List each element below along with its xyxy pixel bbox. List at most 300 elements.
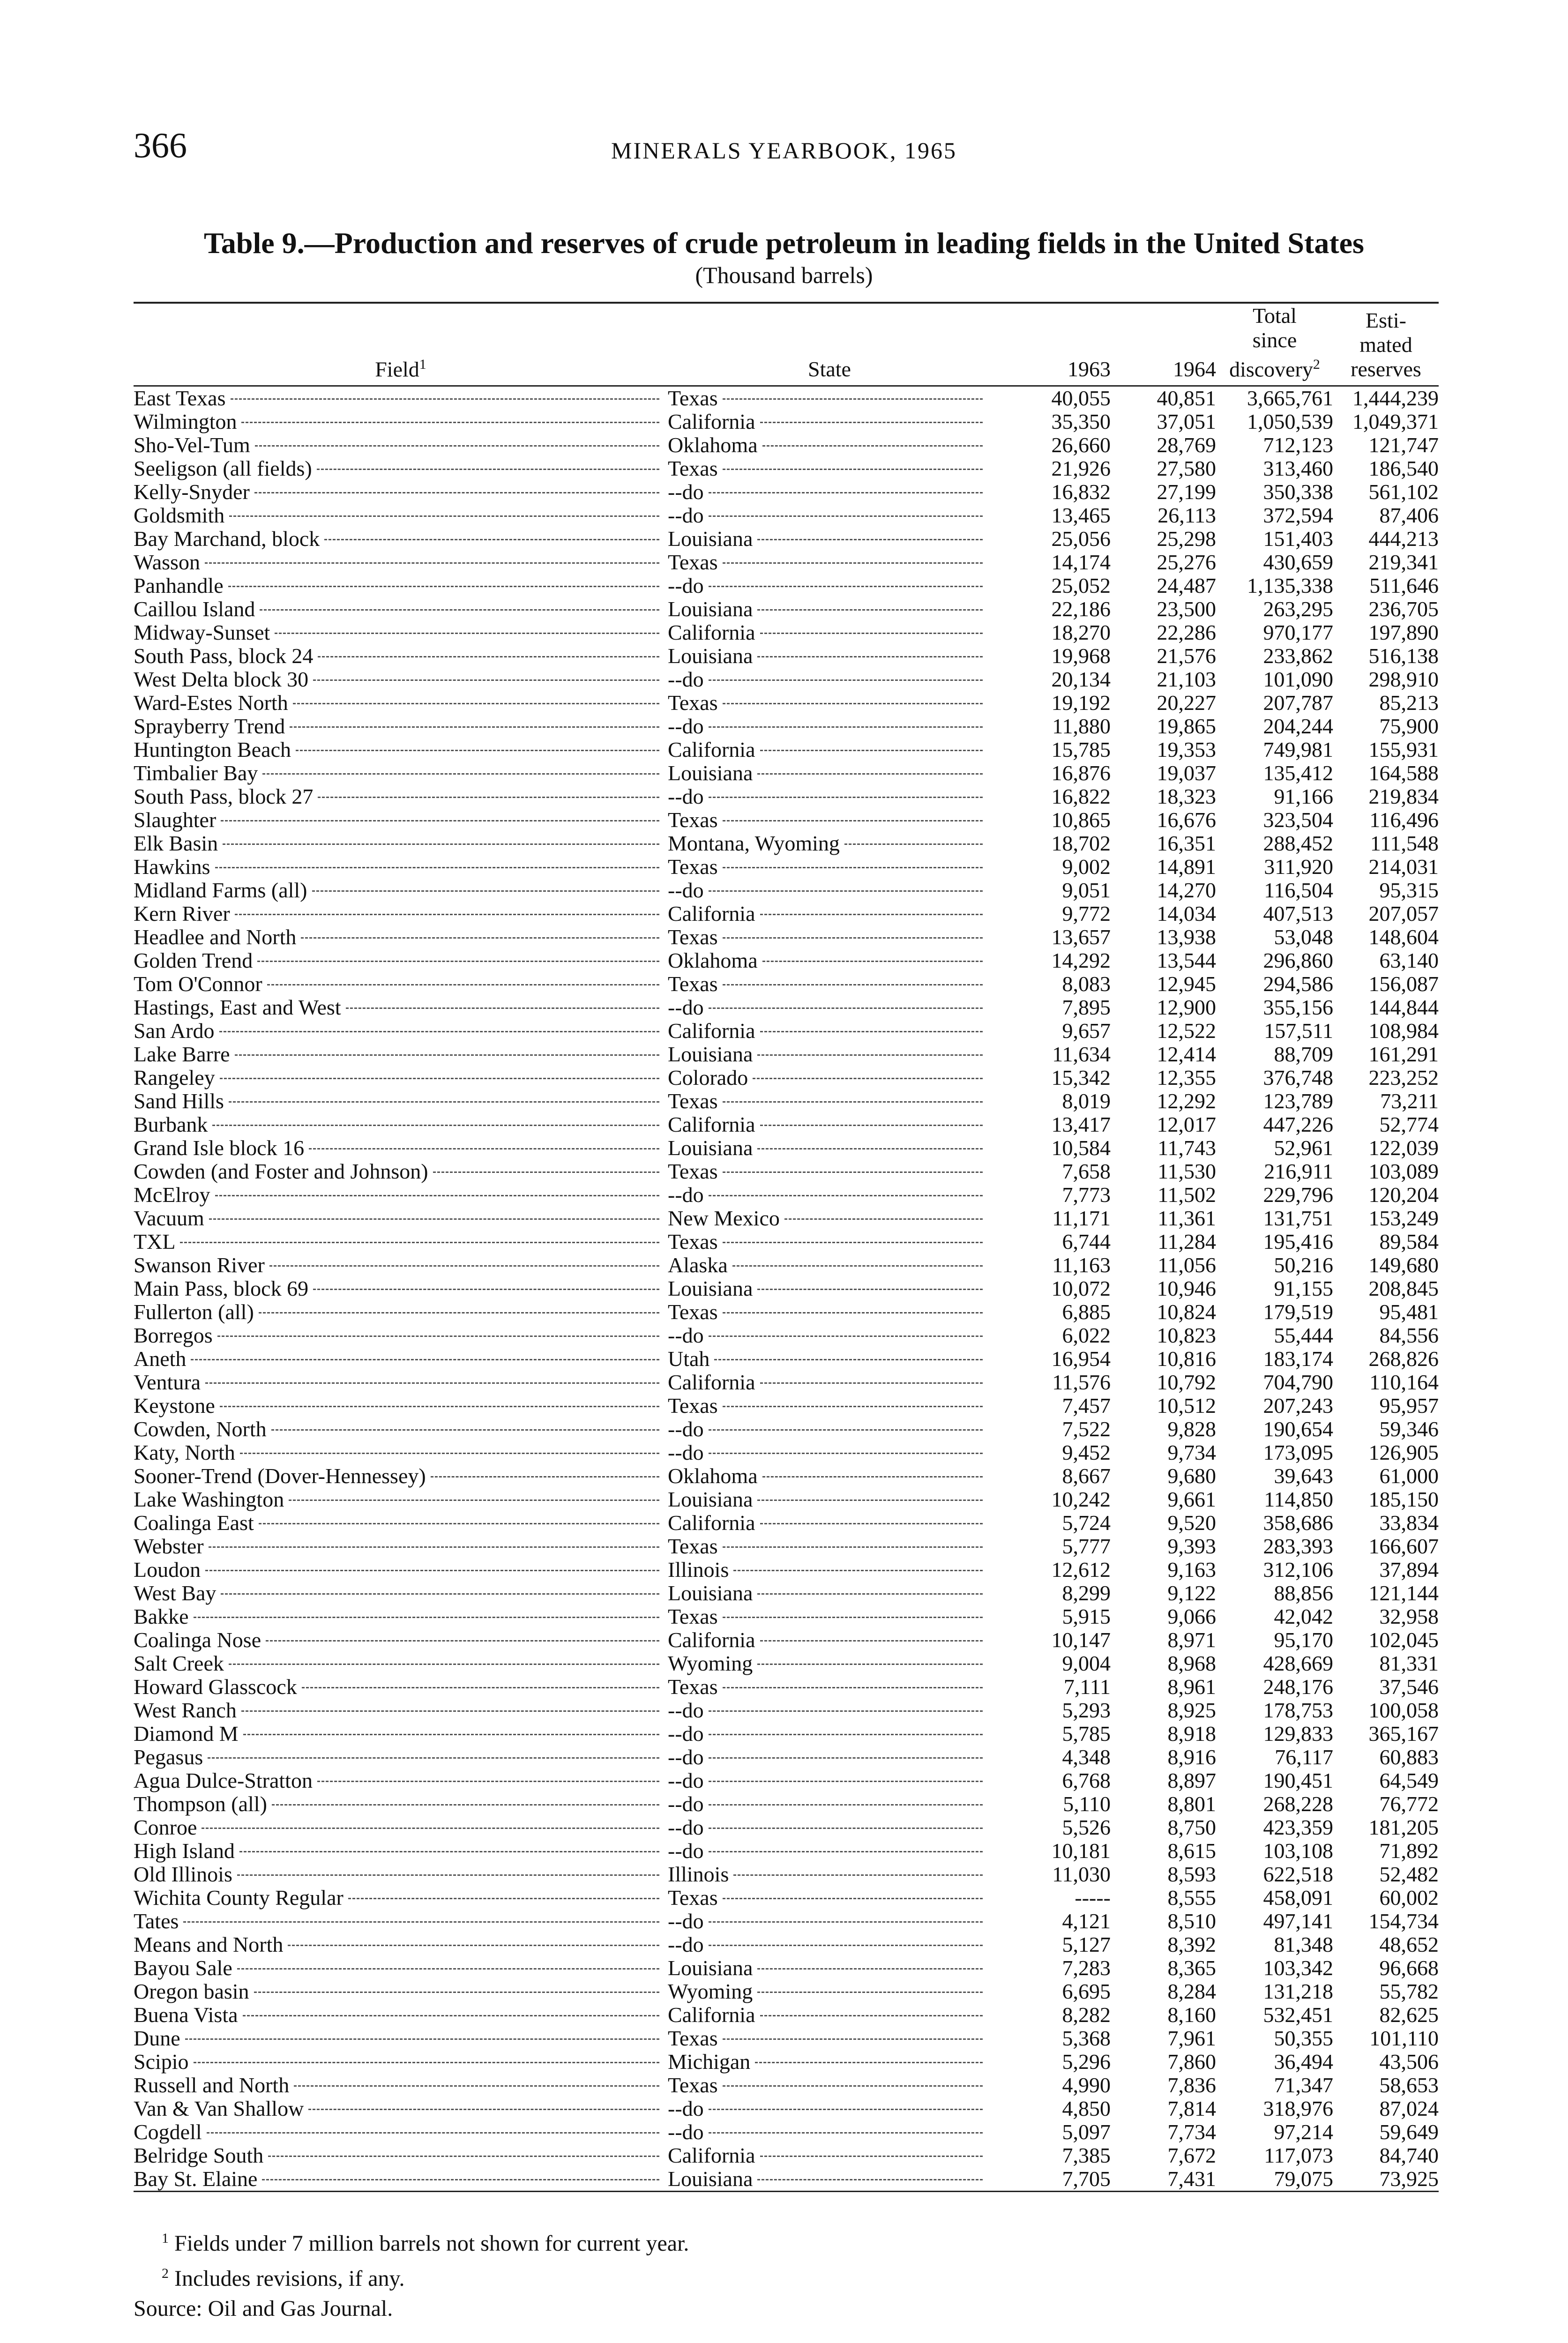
table-row: [134, 1535, 1439, 1558]
production-1963: 10,584: [1051, 1136, 1111, 1160]
dot-leader: [272, 1804, 659, 1806]
state-name-cell: [668, 879, 991, 902]
production-1964: 8,918: [1167, 1722, 1216, 1746]
table-row: [134, 597, 1439, 621]
table-row: [134, 1910, 1439, 1933]
field-name: Buena Vista: [134, 2003, 238, 2027]
total-since-discovery: 248,176: [1263, 1675, 1333, 1699]
field-name-cell: [134, 668, 668, 691]
field-name: TXL: [134, 1230, 176, 1254]
dot-leader: [733, 1874, 983, 1876]
production-1964: 8,593: [1167, 1863, 1216, 1887]
production-1963: 15,785: [1051, 738, 1111, 762]
field-name-cell: [134, 1324, 668, 1347]
header-1963: 1963: [1068, 357, 1111, 381]
dot-leader: [709, 890, 983, 892]
dot-leader: [709, 2109, 983, 2110]
state-name: California: [668, 410, 755, 434]
dot-leader: [220, 1406, 659, 1407]
state-name: Illinois: [668, 1863, 729, 1887]
page-number: 366: [134, 126, 187, 165]
field-name-cell: [134, 1816, 668, 1839]
state-name: Colorado: [668, 1066, 748, 1090]
production-1963: 10,147: [1051, 1628, 1111, 1652]
dot-leader: [757, 1054, 983, 1056]
production-1963: 7,522: [1062, 1418, 1111, 1441]
field-name: San Ardo: [134, 1019, 215, 1043]
dot-leader: [202, 1828, 659, 1829]
field-name: Dune: [134, 2027, 180, 2051]
table-row: [134, 1464, 1439, 1488]
dot-leader: [709, 1453, 983, 1454]
estimated-reserves: 33,834: [1379, 1511, 1439, 1535]
production-1964: 19,037: [1157, 761, 1216, 785]
production-1964: 16,351: [1157, 832, 1216, 856]
dot-leader: [757, 2179, 983, 2180]
dot-leader: [208, 1757, 659, 1759]
state-name-cell: [668, 1277, 991, 1300]
production-1963: 7,705: [1062, 2167, 1111, 2191]
header-total-line1: Total: [1253, 304, 1297, 328]
estimated-reserves: 298,910: [1368, 668, 1439, 692]
state-name: Texas: [668, 386, 718, 410]
production-1964: 18,323: [1157, 785, 1216, 809]
production-1963: 7,658: [1062, 1160, 1111, 1184]
estimated-reserves: 84,740: [1379, 2144, 1439, 2168]
header-total-footnote: 2: [1313, 357, 1320, 372]
field-name-cell: [134, 1277, 668, 1300]
dot-leader: [757, 1289, 983, 1290]
dot-leader: [762, 961, 983, 962]
production-1964: 23,500: [1157, 597, 1216, 621]
dot-leader: [241, 1710, 659, 1712]
total-since-discovery: 131,751: [1263, 1207, 1333, 1231]
production-1963: 5,777: [1062, 1535, 1111, 1559]
dot-leader: [762, 1476, 983, 1477]
table-row: [134, 2003, 1439, 2027]
production-1963: 6,768: [1062, 1769, 1111, 1793]
table-row: [134, 691, 1439, 715]
production-1964: 9,828: [1167, 1418, 1216, 1441]
field-name: Lake Barre: [134, 1043, 230, 1067]
production-1964: 37,051: [1157, 410, 1216, 434]
table-row: [134, 551, 1439, 574]
state-name-cell: [668, 551, 991, 574]
dot-leader: [207, 2132, 659, 2134]
header-field: [134, 303, 668, 386]
footnotes: [134, 2224, 689, 2324]
dot-leader: [757, 1968, 983, 1970]
estimated-reserves: 166,607: [1368, 1535, 1439, 1559]
table-row: [134, 1886, 1439, 1910]
estimated-reserves: 126,905: [1368, 1441, 1439, 1465]
dot-leader: [221, 1593, 659, 1595]
field-name-cell: [134, 1254, 668, 1277]
production-1964: 8,284: [1167, 1980, 1216, 2004]
production-1963: 8,019: [1062, 1089, 1111, 1113]
state-name: --do: [668, 1699, 704, 1723]
estimated-reserves: 110,164: [1369, 1371, 1439, 1395]
field-name: Van & Van Shallow: [134, 2097, 304, 2121]
field-name: Sand Hills: [134, 1089, 224, 1113]
total-since-discovery: 95,170: [1274, 1628, 1333, 1652]
dot-leader: [313, 1289, 659, 1290]
state-name-cell: [668, 925, 991, 949]
dot-leader: [302, 1687, 659, 1688]
production-1964: 8,801: [1167, 1792, 1216, 1816]
field-name: Agua Dulce-Stratton: [134, 1769, 313, 1793]
state-name: --do: [668, 1933, 704, 1957]
field-name: Webster: [134, 1535, 204, 1559]
table-row: [134, 1582, 1439, 1605]
estimated-reserves: 197,890: [1368, 621, 1439, 645]
dot-leader: [228, 586, 659, 587]
state-name-cell: [668, 457, 991, 480]
state-name: --do: [668, 668, 704, 692]
dot-leader: [723, 2038, 983, 2040]
state-name: California: [668, 621, 755, 645]
production-1964: 8,555: [1167, 1886, 1216, 1910]
state-name-cell: [668, 2074, 991, 2097]
production-1963: 5,526: [1062, 1816, 1111, 1840]
dot-leader: [293, 703, 659, 704]
dot-leader: [723, 1242, 983, 1243]
field-name: Diamond M: [134, 1722, 239, 1746]
field-name-cell: [134, 1863, 668, 1886]
total-since-discovery: 233,862: [1263, 644, 1333, 668]
dot-leader: [709, 1195, 983, 1196]
production-1963: 11,880: [1052, 715, 1111, 739]
total-since-discovery: 179,519: [1263, 1300, 1333, 1324]
field-name: Lake Washington: [134, 1488, 284, 1512]
table-row: [134, 1746, 1439, 1769]
state-name-cell: [668, 1160, 991, 1183]
production-1963: 18,270: [1051, 621, 1111, 645]
field-name: Grand Isle block 16: [134, 1136, 305, 1160]
field-name: Cogdell: [134, 2120, 202, 2144]
field-name: Hawkins: [134, 855, 210, 879]
total-since-discovery: 311,920: [1264, 855, 1333, 879]
production-1964: 8,392: [1167, 1933, 1216, 1957]
field-name-cell: [134, 925, 668, 949]
state-name-cell: [668, 574, 991, 597]
production-1964: 19,353: [1157, 738, 1216, 762]
production-1964: 11,743: [1157, 1136, 1216, 1160]
field-name-cell: [134, 879, 668, 902]
production-1963: 4,850: [1062, 2097, 1111, 2121]
state-name: Texas: [668, 2074, 718, 2097]
state-name-cell: [668, 691, 991, 715]
field-name: West Ranch: [134, 1699, 237, 1723]
dot-leader: [709, 1804, 983, 1806]
estimated-reserves: 43,506: [1379, 2050, 1439, 2074]
field-name-cell: [134, 855, 668, 879]
field-name: Sprayberry Trend: [134, 715, 285, 739]
header-field-footnote: 1: [419, 357, 426, 372]
field-name-cell: [134, 1441, 668, 1464]
production-1963: 16,832: [1051, 480, 1111, 504]
state-name: California: [668, 2003, 755, 2027]
dot-leader: [760, 2156, 983, 2157]
field-name-cell: [134, 1394, 668, 1418]
estimated-reserves: 75,900: [1379, 715, 1439, 739]
footnote-1-mark: 1: [162, 2231, 169, 2246]
production-1964: 8,615: [1167, 1839, 1216, 1863]
total-since-discovery: 88,856: [1274, 1582, 1333, 1605]
estimated-reserves: 60,002: [1379, 1886, 1439, 1910]
field-name-cell: [134, 1582, 668, 1605]
field-name-cell: [134, 1675, 668, 1699]
dot-leader: [243, 1734, 659, 1735]
production-1964: 8,160: [1167, 2003, 1216, 2027]
header-est-line1: Esti-: [1366, 308, 1406, 333]
total-since-discovery: 704,790: [1263, 1371, 1333, 1395]
state-name: California: [668, 902, 755, 926]
production-1964: 9,734: [1167, 1441, 1216, 1465]
dot-leader: [723, 1546, 983, 1548]
state-name-cell: [668, 949, 991, 972]
dot-leader: [732, 1265, 983, 1267]
dot-leader: [760, 422, 983, 423]
total-since-discovery: 1,135,338: [1247, 574, 1333, 598]
dot-leader: [723, 984, 983, 985]
estimated-reserves: 156,087: [1368, 972, 1439, 996]
dot-leader: [257, 961, 659, 962]
production-1963: 12,612: [1051, 1558, 1111, 1582]
field-name: West Delta block 30: [134, 668, 309, 692]
production-1964: 11,530: [1157, 1160, 1216, 1184]
production-1963: 5,724: [1062, 1511, 1111, 1535]
dot-leader: [255, 445, 659, 447]
dot-leader: [723, 867, 983, 868]
field-name-cell: [134, 832, 668, 855]
field-name-cell: [134, 1160, 668, 1183]
field-name: Tates: [134, 1910, 179, 1933]
total-since-discovery: 296,860: [1263, 949, 1333, 973]
production-1964: 12,414: [1157, 1043, 1216, 1067]
total-since-discovery: 50,216: [1274, 1254, 1333, 1277]
total-since-discovery: 430,659: [1263, 551, 1333, 575]
dot-leader: [757, 656, 983, 657]
total-since-discovery: 39,643: [1274, 1464, 1333, 1488]
total-since-discovery: 178,753: [1263, 1699, 1333, 1723]
table-row: [134, 1136, 1439, 1160]
state-name-cell: [668, 1113, 991, 1136]
dot-leader: [760, 1031, 983, 1032]
state-name-cell: [668, 1792, 991, 1816]
production-1964: 11,361: [1157, 1207, 1216, 1231]
table-header-row: [134, 303, 1439, 386]
dot-leader: [755, 2062, 983, 2063]
dot-leader: [709, 1781, 983, 1782]
field-name-cell: [134, 2050, 668, 2074]
production-1963: 26,660: [1051, 433, 1111, 457]
field-name: Golden Trend: [134, 949, 253, 973]
estimated-reserves: 52,482: [1379, 1863, 1439, 1887]
dot-leader: [290, 726, 659, 728]
production-1963: 5,368: [1062, 2027, 1111, 2051]
table-row: [134, 879, 1439, 902]
field-name: Bay Marchand, block: [134, 527, 320, 551]
production-1964: 9,661: [1167, 1488, 1216, 1512]
table-row: [134, 527, 1439, 551]
estimated-reserves: 87,024: [1379, 2097, 1439, 2121]
production-1964: 11,502: [1157, 1183, 1216, 1207]
total-since-discovery: 268,228: [1263, 1792, 1333, 1816]
dot-leader: [723, 1406, 983, 1407]
production-1964: 14,270: [1157, 879, 1216, 903]
total-since-discovery: 355,156: [1263, 996, 1333, 1020]
state-name: --do: [668, 2120, 704, 2144]
dot-leader: [260, 609, 659, 611]
estimated-reserves: 511,646: [1369, 574, 1439, 598]
field-name: Keystone: [134, 1394, 215, 1418]
field-name-cell: [134, 1535, 668, 1558]
dot-leader: [709, 1851, 983, 1852]
production-1963: 9,051: [1062, 879, 1111, 903]
production-1963: 5,293: [1062, 1699, 1111, 1723]
dot-leader: [709, 726, 983, 728]
state-name-cell: [668, 1558, 991, 1582]
table-row: [134, 433, 1439, 457]
field-name-cell: [134, 1956, 668, 1980]
production-1963: 7,385: [1062, 2144, 1111, 2168]
table-row: [134, 1933, 1439, 1956]
field-name: South Pass, block 24: [134, 644, 314, 668]
estimated-reserves: 121,747: [1368, 433, 1439, 457]
state-name: Texas: [668, 2027, 718, 2051]
field-name-cell: [134, 1207, 668, 1230]
state-name-cell: [668, 1956, 991, 1980]
dot-leader: [259, 1523, 659, 1524]
estimated-reserves: 144,844: [1368, 996, 1439, 1020]
dot-leader: [262, 773, 659, 775]
field-name: Elk Basin: [134, 832, 218, 856]
field-name: East Texas: [134, 386, 226, 410]
estimated-reserves: 155,931: [1368, 738, 1439, 762]
total-since-discovery: 116,504: [1264, 879, 1333, 903]
dot-leader: [259, 1312, 659, 1313]
total-since-discovery: 131,218: [1263, 1980, 1333, 2004]
production-1963: 5,127: [1062, 1933, 1111, 1957]
production-1963: 5,110: [1063, 1792, 1111, 1816]
dot-leader: [267, 984, 659, 985]
dot-leader: [431, 1476, 659, 1477]
production-1964: 14,034: [1157, 902, 1216, 926]
total-since-discovery: 350,338: [1263, 480, 1333, 504]
production-1964: 13,938: [1157, 925, 1216, 949]
table-row: [134, 738, 1439, 761]
dot-leader: [784, 1218, 983, 1220]
total-since-discovery: 407,513: [1263, 902, 1333, 926]
total-since-discovery: 207,787: [1263, 691, 1333, 715]
total-since-discovery: 423,359: [1263, 1816, 1333, 1840]
production-1963: 20,134: [1051, 668, 1111, 692]
estimated-reserves: 37,546: [1379, 1675, 1439, 1699]
table-row: [134, 2167, 1439, 2192]
table-row: [134, 2120, 1439, 2144]
dot-leader: [254, 1992, 659, 1993]
dot-leader: [215, 1195, 659, 1196]
table-row: [134, 2097, 1439, 2120]
field-name-cell: [134, 410, 668, 433]
field-name: Bakke: [134, 1605, 189, 1629]
production-1963: 9,004: [1062, 1652, 1111, 1676]
field-name: Fullerton (all): [134, 1300, 254, 1324]
state-name: California: [668, 1511, 755, 1535]
estimated-reserves: 121,144: [1368, 1582, 1439, 1605]
production-1964: 9,163: [1167, 1558, 1216, 1582]
estimated-reserves: 120,204: [1368, 1183, 1439, 1207]
total-since-discovery: 294,586: [1263, 972, 1333, 996]
state-name-cell: [668, 2050, 991, 2074]
production-1963: 7,773: [1062, 1183, 1111, 1207]
state-name: Louisiana: [668, 644, 753, 668]
field-name-cell: [134, 1605, 668, 1628]
dot-leader: [348, 1898, 659, 1899]
field-name-cell: [134, 1089, 668, 1113]
state-name-cell: [668, 738, 991, 761]
dot-leader: [239, 1851, 659, 1852]
dot-leader: [723, 562, 983, 564]
table-subcaption: (Thousand barrels): [695, 262, 873, 288]
table-row: [134, 1254, 1439, 1277]
field-name-cell: [134, 1910, 668, 1933]
production-1964: 8,961: [1167, 1675, 1216, 1699]
estimated-reserves: 149,680: [1368, 1254, 1439, 1277]
production-1964: 16,676: [1157, 808, 1216, 832]
estimated-reserves: 561,102: [1368, 480, 1439, 504]
production-1964: 7,672: [1167, 2144, 1216, 2168]
production-1963: 19,968: [1051, 644, 1111, 668]
state-name-cell: [668, 433, 991, 457]
total-since-discovery: 50,355: [1274, 2027, 1333, 2051]
state-name-cell: [668, 761, 991, 785]
dot-leader: [296, 750, 659, 751]
state-name: Texas: [668, 1394, 718, 1418]
state-name-cell: [668, 1300, 991, 1324]
table-row: [134, 1652, 1439, 1675]
production-1963: 6,695: [1062, 1980, 1111, 2004]
production-1964: 7,836: [1167, 2074, 1216, 2097]
production-1964: 12,017: [1157, 1113, 1216, 1137]
state-name: --do: [668, 574, 704, 598]
dot-leader: [709, 1945, 983, 1946]
estimated-reserves: 164,588: [1368, 761, 1439, 785]
dot-leader: [709, 679, 983, 681]
estimated-reserves: 516,138: [1368, 644, 1439, 668]
field-name: Cowden (and Foster and Johnson): [134, 1160, 428, 1184]
production-1963: 21,926: [1051, 457, 1111, 481]
state-name: --do: [668, 504, 704, 528]
estimated-reserves: 73,211: [1380, 1089, 1439, 1113]
field-name-cell: [134, 2097, 668, 2120]
total-since-discovery: 1,050,539: [1247, 410, 1333, 434]
dot-leader: [844, 843, 983, 845]
production-1964: 26,113: [1157, 504, 1216, 528]
production-1964: 25,298: [1157, 527, 1216, 551]
estimated-reserves: 103,089: [1368, 1160, 1439, 1184]
production-1964: 12,522: [1157, 1019, 1216, 1043]
dot-leader: [723, 703, 983, 704]
dot-leader: [318, 656, 659, 657]
production-1963: 13,417: [1051, 1113, 1111, 1137]
total-since-discovery: 36,494: [1274, 2050, 1333, 2074]
production-1964: 21,576: [1157, 644, 1216, 668]
state-name: Texas: [668, 691, 718, 715]
dot-leader: [709, 1429, 983, 1431]
field-name-cell: [134, 480, 668, 504]
